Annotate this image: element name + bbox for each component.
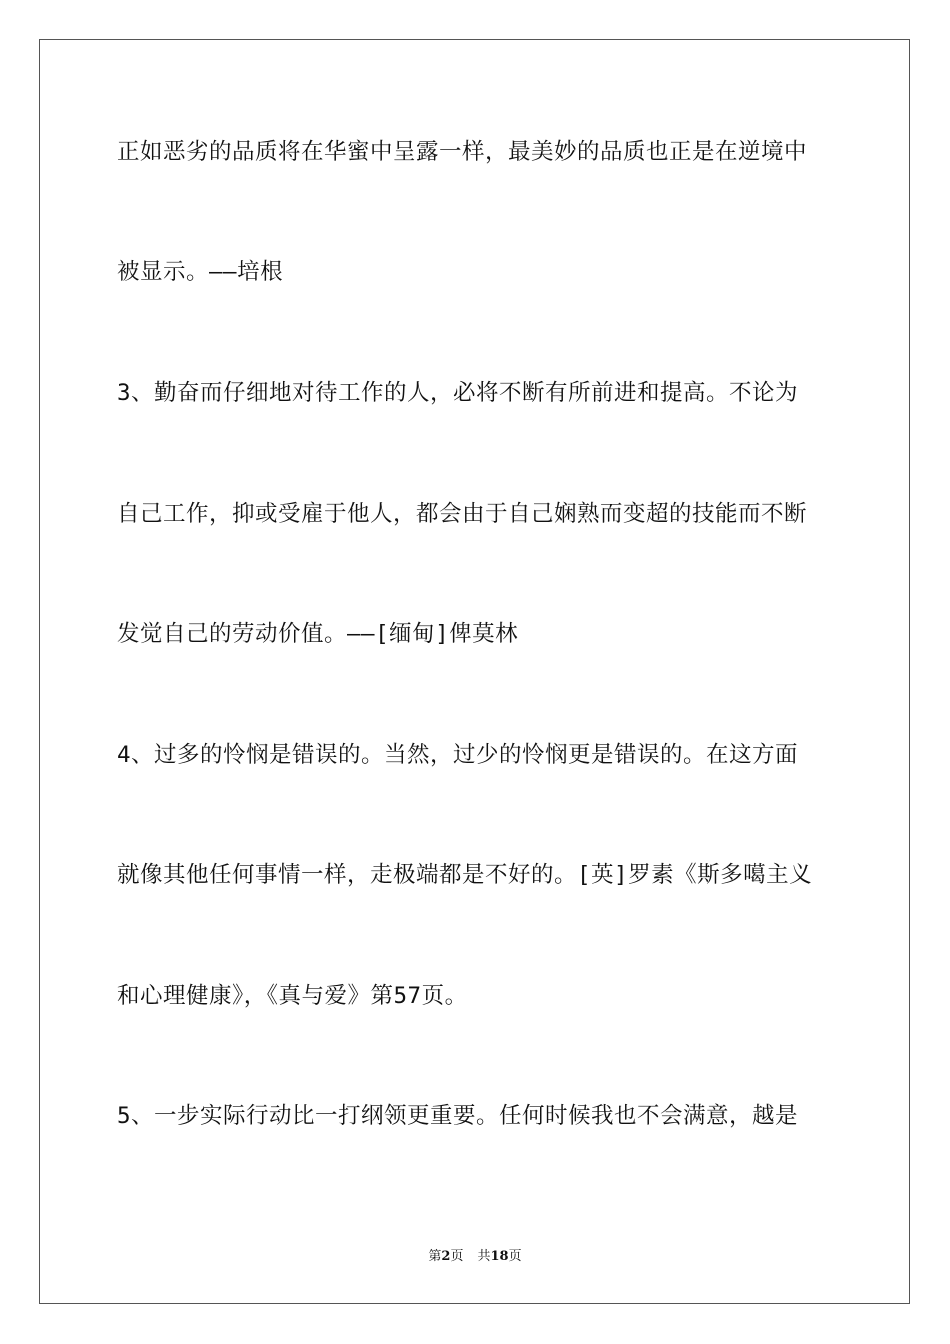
page-prefix: 第 xyxy=(428,1249,442,1264)
text-line: 就像其他任何事情一样，走极端都是不好的。[英]罗素《斯多噶主义 xyxy=(117,862,813,888)
text-line: 发觉自己的劳动价值。——[缅甸]俾莫林 xyxy=(117,621,519,647)
text-line: 正如恶劣的品质将在华蜜中呈露一样，最美妙的品质也正是在逆境中 xyxy=(117,139,808,165)
page-number: 2 xyxy=(441,1249,451,1264)
total-prefix: 共 xyxy=(477,1249,491,1264)
text-line: 4、过多的怜悯是错误的。当然，过少的怜悯更是错误的。在这方面 xyxy=(117,742,799,768)
text-line: 3、勤奋而仔细地对待工作的人，必将不断有所前进和提高。不论为 xyxy=(117,380,799,406)
text-line: 自己工作，抑或受雇于他人，都会由于自己娴熟而变超的技能而不断 xyxy=(117,501,808,527)
total-pages: 18 xyxy=(490,1249,509,1264)
total-suffix: 页 xyxy=(508,1249,522,1264)
text-line: 和心理健康》，《真与爱》第57页。 xyxy=(117,983,468,1009)
page-footer xyxy=(0,1245,950,1264)
text-line: 5、一步实际行动比一打纲领更重要。任何时候我也不会满意，越是 xyxy=(117,1103,799,1129)
page-suffix: 页 xyxy=(450,1249,464,1264)
text-line: 被显示。——培根 xyxy=(117,259,284,285)
